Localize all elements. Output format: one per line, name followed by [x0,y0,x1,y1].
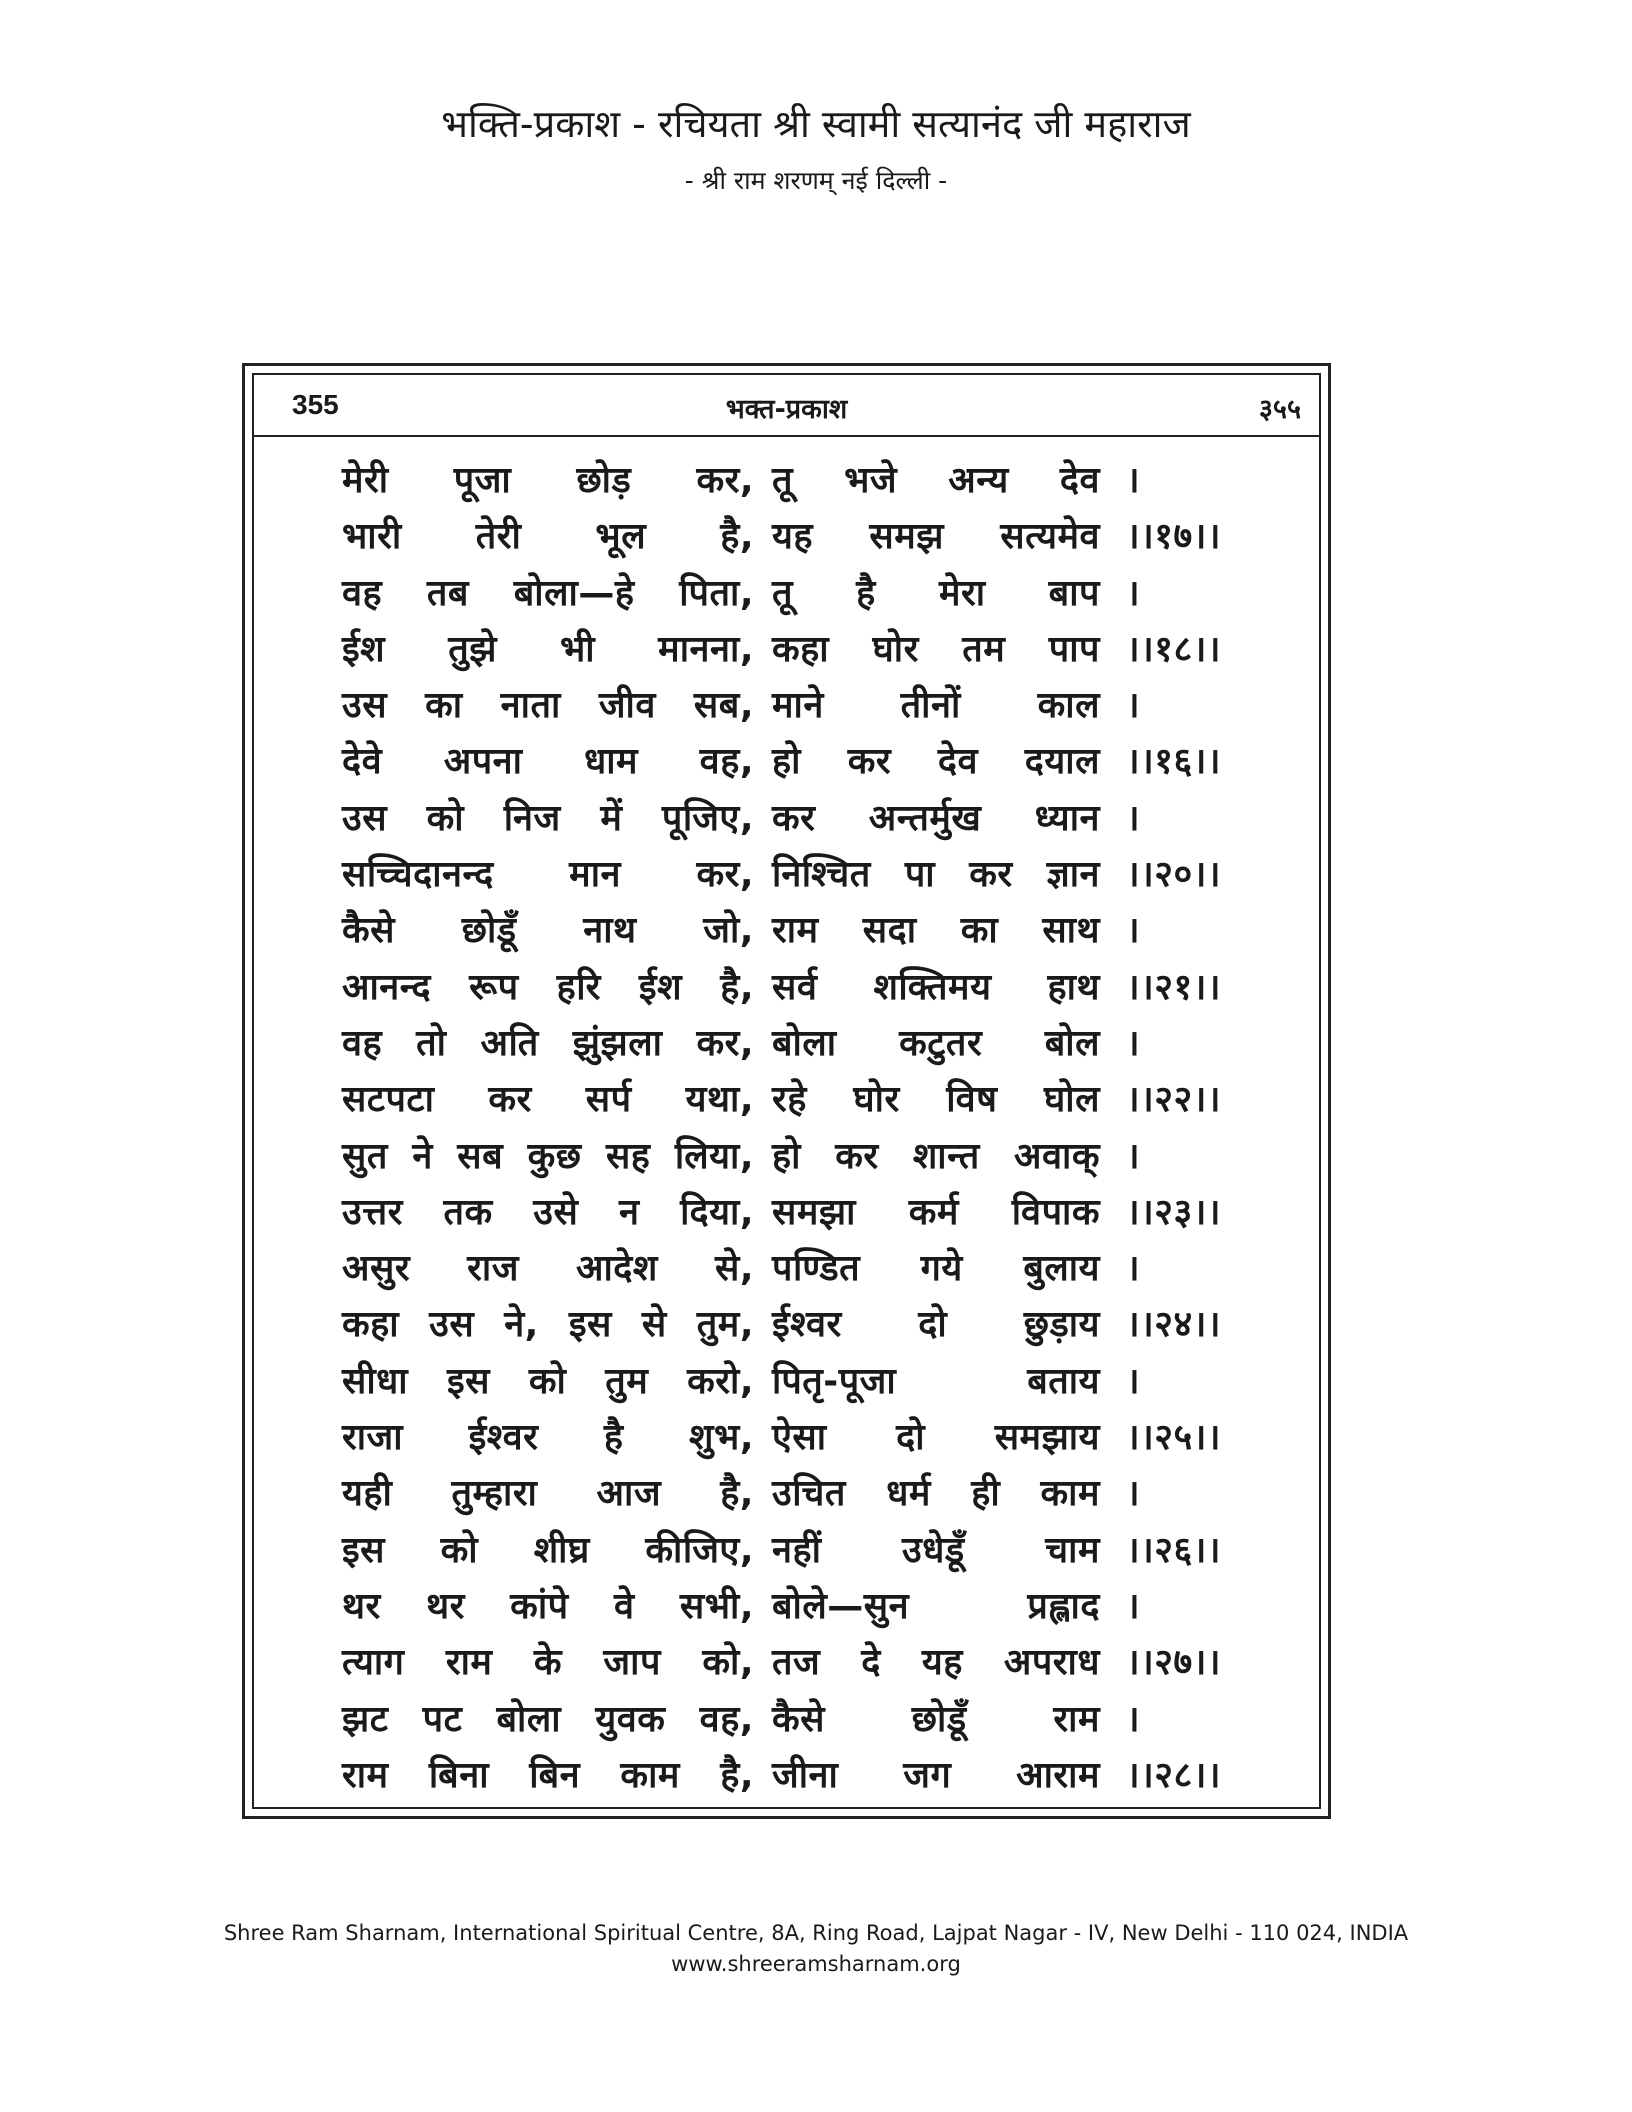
verse-right-half: पितृ-पूजा बताय [772,1360,1100,1402]
verse-number: । [1126,685,1141,727]
verse-left-half: सच्चिदानन्द मान कर, [342,854,754,896]
verse-number: ।।१८।। [1126,628,1222,670]
verse-line [342,847,1242,903]
verse-number: । [1126,460,1141,501]
verse-right-half: ऐसा दो समझाय [772,1417,1100,1459]
verse-number: ।।२८।। [1126,1754,1222,1796]
verse-right-half: तू भजे अन्य देव [772,460,1100,501]
verse-line [342,1016,1242,1072]
verse-line [342,734,1242,790]
verse-left-half: सटपटा कर सर्प यथा, [342,1079,754,1121]
verse-line [342,1072,1242,1128]
verse-right-half: पण्डित गये बुलाय [772,1248,1100,1290]
verse-line [342,903,1242,959]
verse-line [342,453,1242,509]
verse-right-half: तू है मेरा बाप [772,572,1100,614]
verse-line [342,1635,1242,1691]
page-number-left: 355 [292,389,339,420]
verse-right-half: सर्व शक्तिमय हाथ [772,966,1100,1008]
verse-right-half: कैसे छोडूँ राम [772,1698,1100,1740]
verse-left-half: थर थर कांपे वे सभी, [342,1585,754,1627]
verse-right-half: ईश्वर दो छुड़ाय [772,1304,1100,1346]
header-title: भक्ति-प्रकाश - रचियता श्री स्वामी सत्यानंद जी महाराज [441,102,1191,146]
footer-address: Shree Ram Sharnam, International Spiritual Centre, 8A, Ring Road, Lajpat Nagar - IV, New Delhi - 110 024, INDIA [223,1921,1409,1945]
verse-line [342,1410,1242,1466]
verse-left-half: इस को शीघ्र कीजिए, [342,1529,754,1571]
verse-left-half: यही तुम्हारा आज है, [342,1473,754,1515]
verse-left-half: झट पट बोला युवक वह, [342,1698,754,1740]
verse-number: । [1126,1473,1141,1515]
verse-line [342,1692,1242,1748]
page-header [0,98,1632,198]
verse-right-half: नहीं उधेडूँ चाम [772,1529,1100,1571]
verse-number: । [1126,1248,1141,1290]
verse-line [342,1579,1242,1635]
verse-right-half: हो कर शान्त अवाक् [772,1135,1100,1177]
verse-left-half: उस का नाता जीव सब, [342,685,754,727]
verse-right-half: माने तीनों काल [772,685,1100,727]
verse-number: ।।२७।। [1126,1642,1222,1684]
verse-line [342,791,1242,847]
verse-number: ।।२६।। [1126,1529,1222,1571]
verse-right-half: कर अन्तर्मुख ध्यान [772,797,1100,839]
verse-left-half: राम बिना बिन काम है, [342,1754,754,1796]
verse-right-half: तज दे यह अपराध [772,1642,1100,1684]
verse-left-half: देवे अपना धाम वह, [342,741,754,783]
verse-number: । [1126,1135,1141,1177]
verse-left-half: सीधा इस को तुम करो, [342,1360,754,1402]
verse-number: ।।२२।। [1126,1079,1222,1121]
verse-number: ।।२१।। [1126,966,1222,1008]
verse-right-half: समझा कर्म विपाक [772,1191,1100,1233]
verse-line [342,1466,1242,1522]
verse-right-half: कहा घोर तम पाप [772,628,1100,670]
verse-number: । [1126,1360,1141,1402]
verse-right-half: रहे घोर विष घोल [772,1079,1100,1121]
verse-right-half: बोले—सुन प्रह्लाद [772,1585,1100,1627]
verse-left-half: उत्तर तक उसे न दिया, [342,1191,754,1233]
verse-line [342,1748,1242,1804]
book-page-inner-frame [252,373,1321,1809]
verse-left-half: कैसे छोडूँ नाथ जो, [342,910,754,952]
header-subtitle: - श्री राम शरणम् नई दिल्ली - [684,166,948,195]
verse-left-half: सुत ने सब कुछ सह लिया, [342,1135,754,1177]
verse-line [342,509,1242,565]
verse-left-half: त्याग राम के जाप को, [342,1642,754,1684]
verse-line [342,1185,1242,1241]
verse-left-half: वह तो अति झुंझला कर, [342,1022,754,1064]
verse-line [342,1129,1242,1185]
verse-number: । [1126,1585,1141,1627]
verse-left-half: असुर राज आदेश से, [342,1248,754,1290]
verse-right-half: यह समझ सत्यमेव [772,516,1100,558]
verse-left-half: उस को निज में पूजिए, [342,797,754,839]
verse-number: । [1126,910,1141,952]
verse-number: ।।२४।। [1126,1304,1222,1346]
verse-line [342,1354,1242,1410]
footer-website: www.shreeramsharnam.org [671,1952,961,1976]
verse-left-half: ईश तुझे भी मानना, [342,628,754,670]
verse-right-half: राम सदा का साथ [772,910,1100,952]
verse-right-half: जीना जग आराम [772,1754,1100,1796]
verse-left-half: भारी तेरी भूल है, [342,516,754,558]
verse-line [342,566,1242,622]
verse-number: ।।१७।। [1126,516,1222,558]
verse-line [342,678,1242,734]
verse-number: ।।२५।। [1126,1417,1222,1459]
verse-left-half: मेरी पूजा छोड़ कर, [342,460,754,501]
verse-right-half: हो कर देव दयाल [772,741,1100,783]
verse-left-half: आनन्द रूप हरि ईश है, [342,966,754,1008]
verse-number: ।।२०।। [1126,854,1222,896]
verse-number: । [1126,1022,1141,1064]
page-footer [0,1918,1632,1980]
verse-right-half: निश्चित पा कर ज्ञान [772,854,1100,896]
verse-right-half: बोला कटुतर बोल [772,1022,1100,1064]
verse-right-half: उचित धर्म ही काम [772,1473,1100,1515]
verse-line [342,1297,1242,1353]
verse-number: ।।१६।। [1126,741,1222,783]
verse-line [342,1523,1242,1579]
verse-line [342,622,1242,678]
verse-number: ।।२३।। [1126,1191,1222,1233]
verse-number: । [1126,572,1141,614]
running-title: भक्त-प्रकाश [725,394,848,425]
verse-block [342,453,1242,1804]
verse-left-half: वह तब बोला—हे पिता, [342,572,754,614]
verse-number: । [1126,1698,1141,1740]
verse-number: । [1126,797,1141,839]
verse-line [342,960,1242,1016]
running-head [254,375,1319,437]
book-page-frame [242,363,1331,1819]
verse-left-half: कहा उस ने, इस से तुम, [342,1304,754,1346]
page-number-right: ३५५ [1258,394,1301,425]
verse-left-half: राजा ईश्वर है शुभ, [342,1417,754,1459]
verse-line [342,1241,1242,1297]
